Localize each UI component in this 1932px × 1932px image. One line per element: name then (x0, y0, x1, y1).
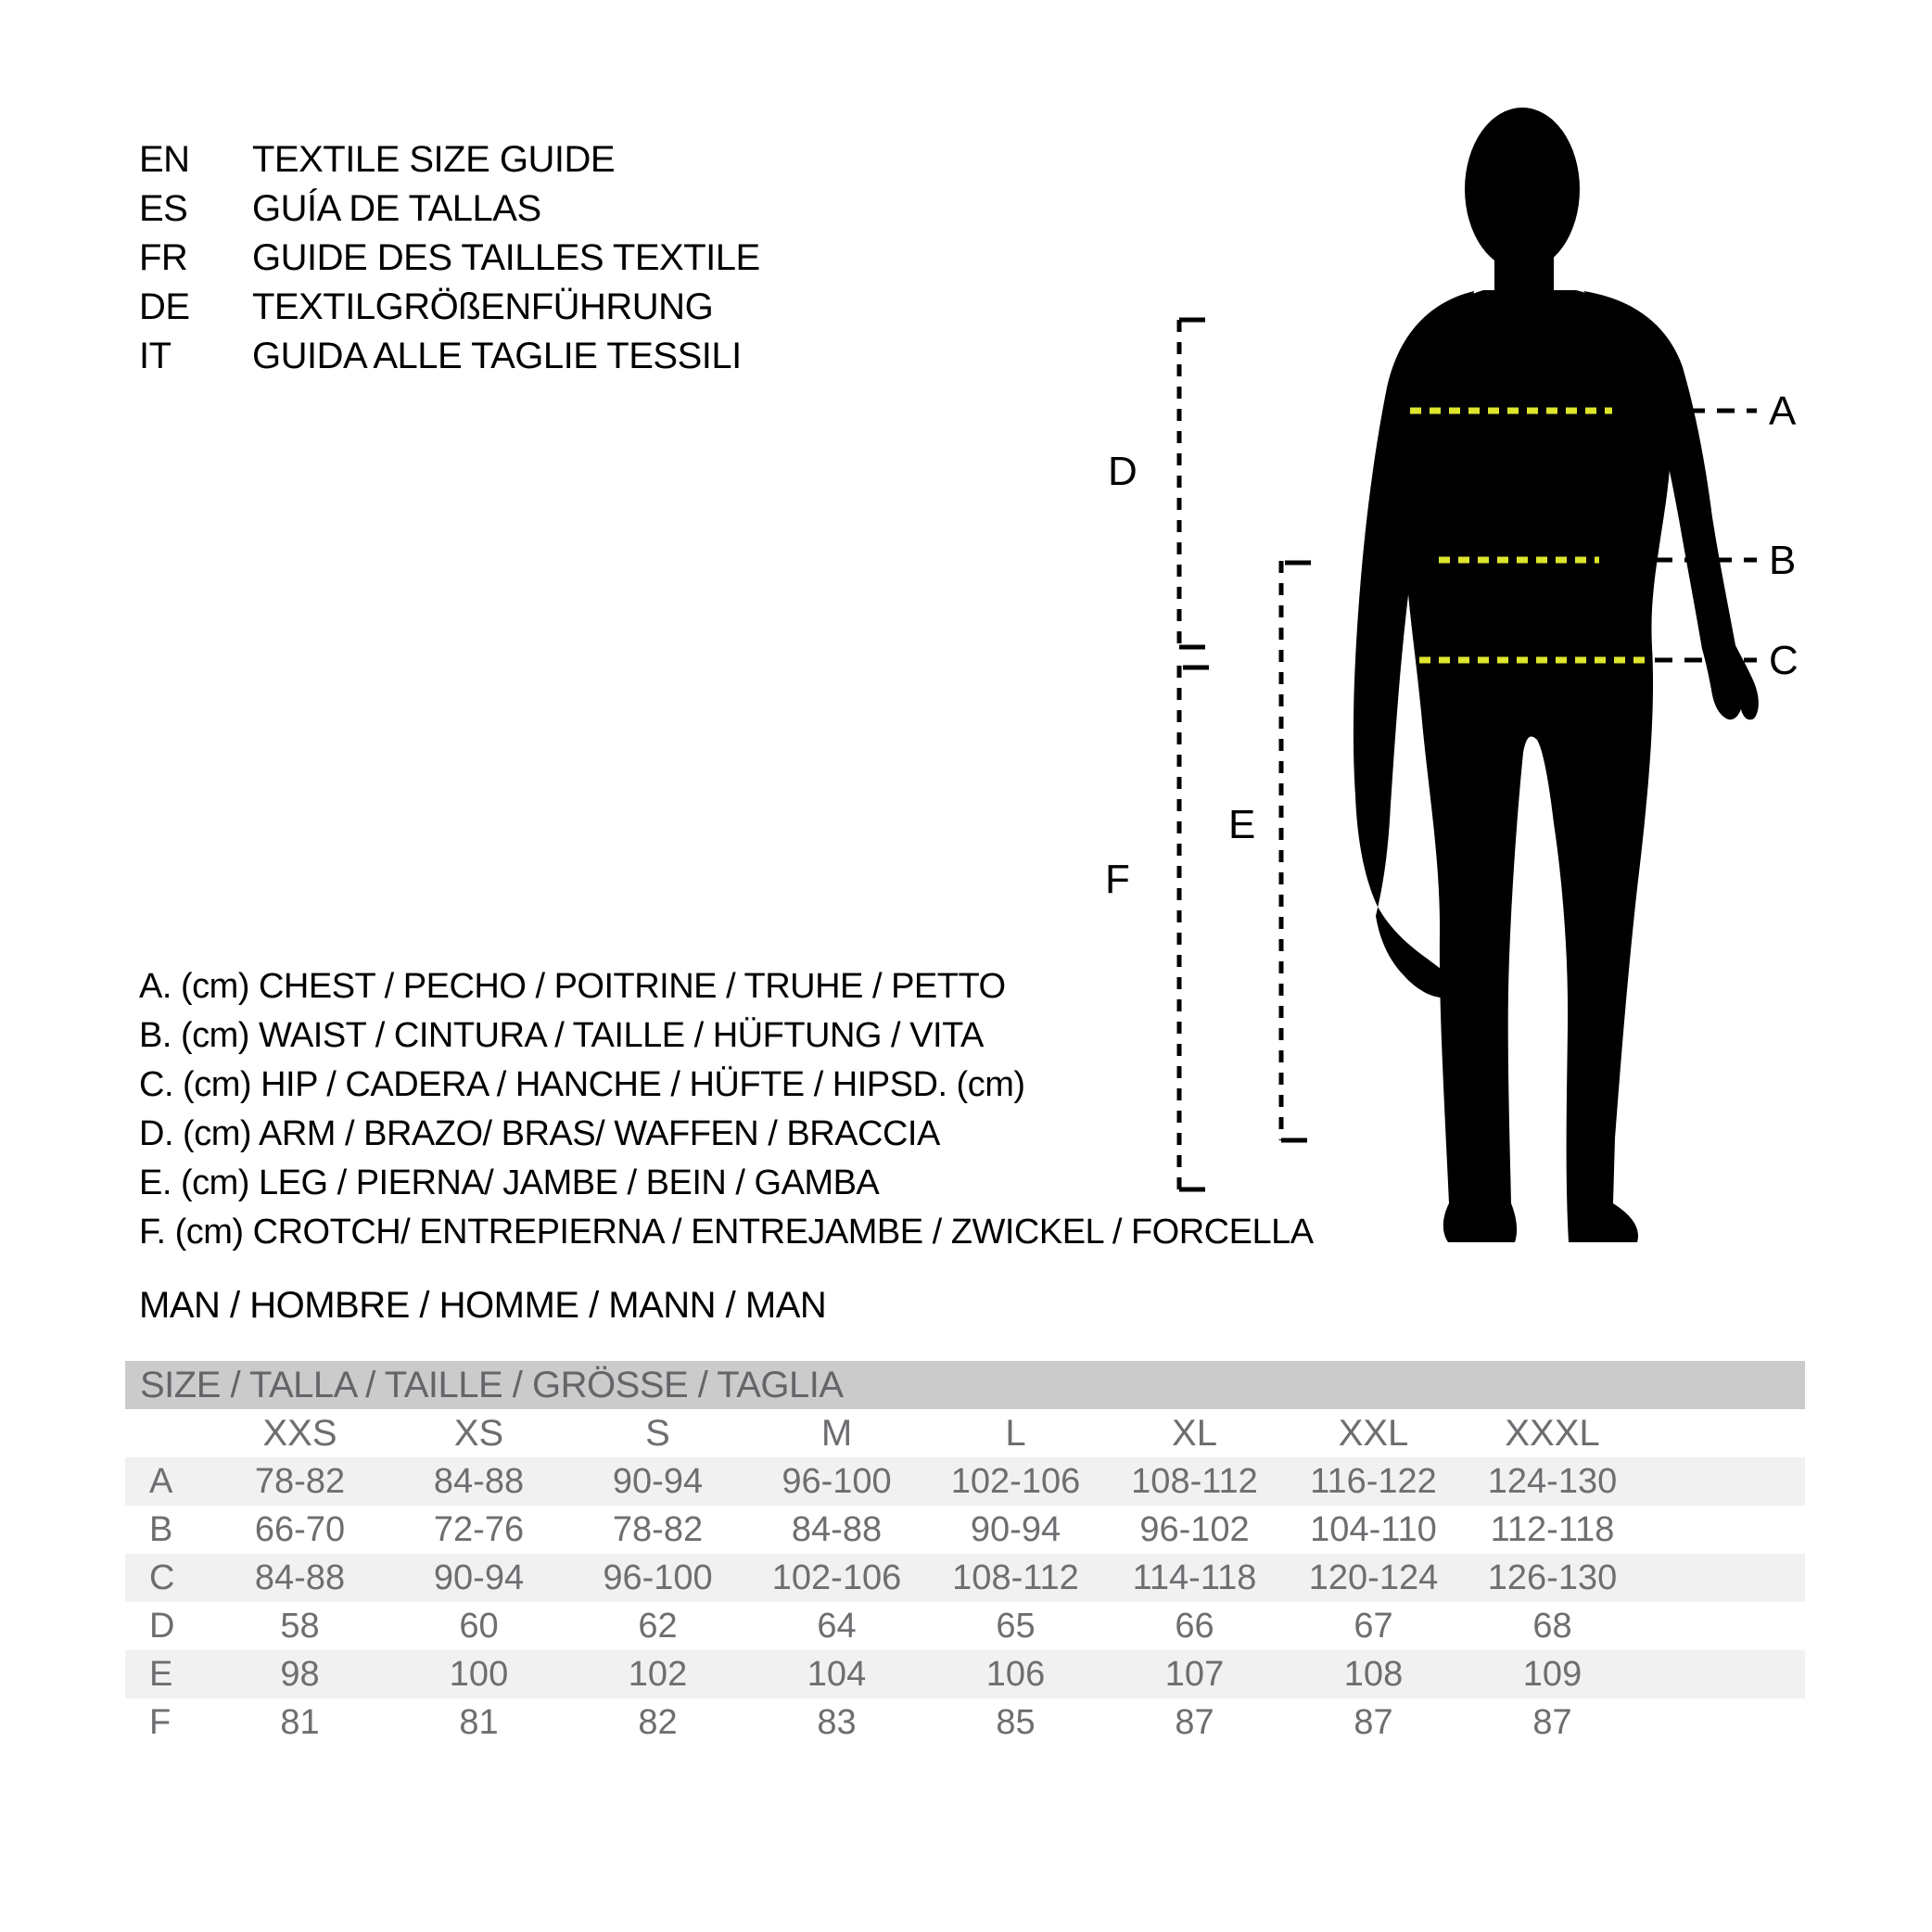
figure-label-hip: C (1769, 638, 1799, 683)
table-cell: S (645, 1413, 670, 1454)
table-cell: 90-94 (612, 1462, 704, 1501)
table-cell: 87 (1175, 1703, 1214, 1742)
language-row (139, 135, 760, 184)
table-cell: 90-94 (970, 1510, 1061, 1549)
table-filler (1642, 1554, 1805, 1602)
legend-line: A. (cm) CHEST / PECHO / POITRINE / TRUHE / PETTO (139, 967, 1006, 1006)
table-row (125, 1554, 1805, 1602)
legend-line: F. (cm) CROTCH/ ENTREPIERNA / ENTREJAMBE / ZWICKEL / FORCELLA (139, 1213, 1314, 1252)
table-cell: 102 (628, 1655, 688, 1694)
man-silhouette (1354, 108, 1759, 1242)
table-cell: M (820, 1413, 853, 1454)
table-cell: 60 (459, 1607, 499, 1646)
size-table (125, 1361, 1805, 1747)
table-cell: 85 (996, 1703, 1036, 1742)
table-cell: 84-88 (791, 1510, 883, 1549)
category-line: MAN / HOMBRE / HOMME / MANN / MAN (139, 1285, 827, 1326)
table-cell: 87 (1532, 1703, 1572, 1742)
table-cell: 87 (1354, 1703, 1393, 1742)
table-cell: 108-112 (952, 1558, 1079, 1597)
size-table-header: SIZE / TALLA / TAILLE / GRÖSSE / TAGLIA (125, 1361, 1805, 1409)
table-row (125, 1602, 1805, 1650)
table-cell: 114-118 (1132, 1558, 1257, 1597)
legend-line: E. (cm) LEG / PIERNA/ JAMBE / BEIN / GAMBA (139, 1163, 880, 1202)
table-cell: 84-88 (254, 1558, 346, 1597)
table-row (125, 1506, 1805, 1554)
table-cell: 104-110 (1310, 1510, 1437, 1549)
table-filler (1642, 1602, 1805, 1650)
table-cell: XXXL (1505, 1413, 1600, 1454)
table-cell: 109 (1522, 1655, 1582, 1694)
table-cell: XS (453, 1413, 504, 1454)
language-title: GUÍA DE TALLAS (252, 188, 541, 229)
table-cell: 90-94 (433, 1558, 525, 1597)
table-cell: 108 (1343, 1655, 1404, 1694)
table-cell: L (1005, 1413, 1026, 1454)
table-cell: 98 (280, 1655, 320, 1694)
table-row (125, 1457, 1805, 1506)
size-table-body (125, 1409, 1805, 1747)
table-cell: 66 (1175, 1607, 1214, 1646)
table-cell: 62 (638, 1607, 678, 1646)
language-row (139, 184, 760, 234)
table-cell: 84-88 (433, 1462, 525, 1501)
language-code: FR (139, 237, 188, 278)
table-cell: 67 (1354, 1607, 1393, 1646)
row-label (125, 1409, 210, 1457)
table-cell: XXL (1338, 1413, 1409, 1454)
measurement-legend (139, 962, 1314, 1257)
language-title: TEXTILE SIZE GUIDE (252, 139, 616, 180)
table-cell: 104 (807, 1655, 867, 1694)
table-cell: 102-106 (771, 1558, 902, 1597)
table-cell: 116-122 (1310, 1462, 1437, 1501)
language-title: GUIDA ALLE TAGLIE TESSILI (252, 336, 742, 376)
table-cell: 96-102 (1139, 1510, 1250, 1549)
row-label: A (149, 1462, 173, 1501)
table-cell: 83 (817, 1703, 857, 1742)
language-row (139, 332, 760, 381)
table-filler (1642, 1698, 1805, 1747)
table-row (125, 1698, 1805, 1747)
row-label: D (149, 1607, 175, 1646)
language-code: IT (139, 336, 172, 376)
row-label: E (149, 1655, 173, 1694)
row-label: B (149, 1510, 173, 1549)
table-cell: XXS (262, 1413, 337, 1454)
table-cell: 78-82 (612, 1510, 704, 1549)
figure-label-chest: A (1769, 388, 1797, 434)
size-names-row (125, 1409, 1805, 1457)
table-filler (1642, 1506, 1805, 1554)
language-row (139, 283, 760, 332)
language-row (139, 234, 760, 283)
row-label: C (149, 1558, 175, 1597)
table-cell: 96-100 (782, 1462, 892, 1501)
table-cell: 64 (817, 1607, 857, 1646)
table-cell: XL (1172, 1413, 1217, 1454)
table-cell: 120-124 (1308, 1558, 1439, 1597)
table-cell: 108-112 (1131, 1462, 1258, 1501)
arm-measure-line (1179, 320, 1205, 649)
table-cell: 107 (1164, 1655, 1225, 1694)
language-code: EN (139, 139, 190, 180)
language-code: ES (139, 188, 188, 229)
table-cell: 66-70 (254, 1510, 346, 1549)
table-cell: 112-118 (1490, 1510, 1615, 1549)
legend-line: B. (cm) WAIST / CINTURA / TAILLE / HÜFTUNG / VITA (139, 1016, 984, 1055)
table-cell: 81 (280, 1703, 320, 1742)
table-cell: 82 (638, 1703, 678, 1742)
legend-line: C. (cm) HIP / CADERA / HANCHE / HÜFTE / HIPSD. (cm) (139, 1065, 1025, 1104)
table-filler (1642, 1457, 1805, 1506)
language-code: DE (139, 286, 190, 327)
table-cell: 81 (459, 1703, 499, 1742)
table-cell: 65 (996, 1607, 1036, 1646)
figure-label-waist: B (1769, 538, 1797, 583)
table-cell: 106 (985, 1655, 1046, 1694)
table-cell: 126-130 (1487, 1558, 1618, 1597)
figure-label-crotch: F (1105, 857, 1130, 902)
figure-label-leg: E (1228, 802, 1256, 847)
table-row (125, 1650, 1805, 1698)
table-cell: 124-130 (1487, 1462, 1618, 1501)
legend-line: D. (cm) ARM / BRAZO/ BRAS/ WAFFEN / BRACCIA (139, 1114, 940, 1153)
table-cell: 102-106 (950, 1462, 1081, 1501)
table-cell: 78-82 (254, 1462, 346, 1501)
table-cell: 96-100 (603, 1558, 713, 1597)
figure-label-arm: D (1108, 449, 1138, 494)
table-filler (1642, 1409, 1805, 1457)
silhouette-torso-legs (1400, 290, 1671, 1242)
language-title: TEXTILGRÖßENFÜHRUNG (252, 286, 714, 327)
table-cell: 68 (1532, 1607, 1572, 1646)
table-cell: 58 (280, 1607, 320, 1646)
language-list (139, 135, 760, 381)
row-label: F (149, 1703, 172, 1742)
table-filler (1642, 1650, 1805, 1698)
language-title: GUIDE DES TAILLES TEXTILE (252, 237, 760, 278)
table-cell: 72-76 (433, 1510, 525, 1549)
table-cell: 100 (449, 1655, 509, 1694)
